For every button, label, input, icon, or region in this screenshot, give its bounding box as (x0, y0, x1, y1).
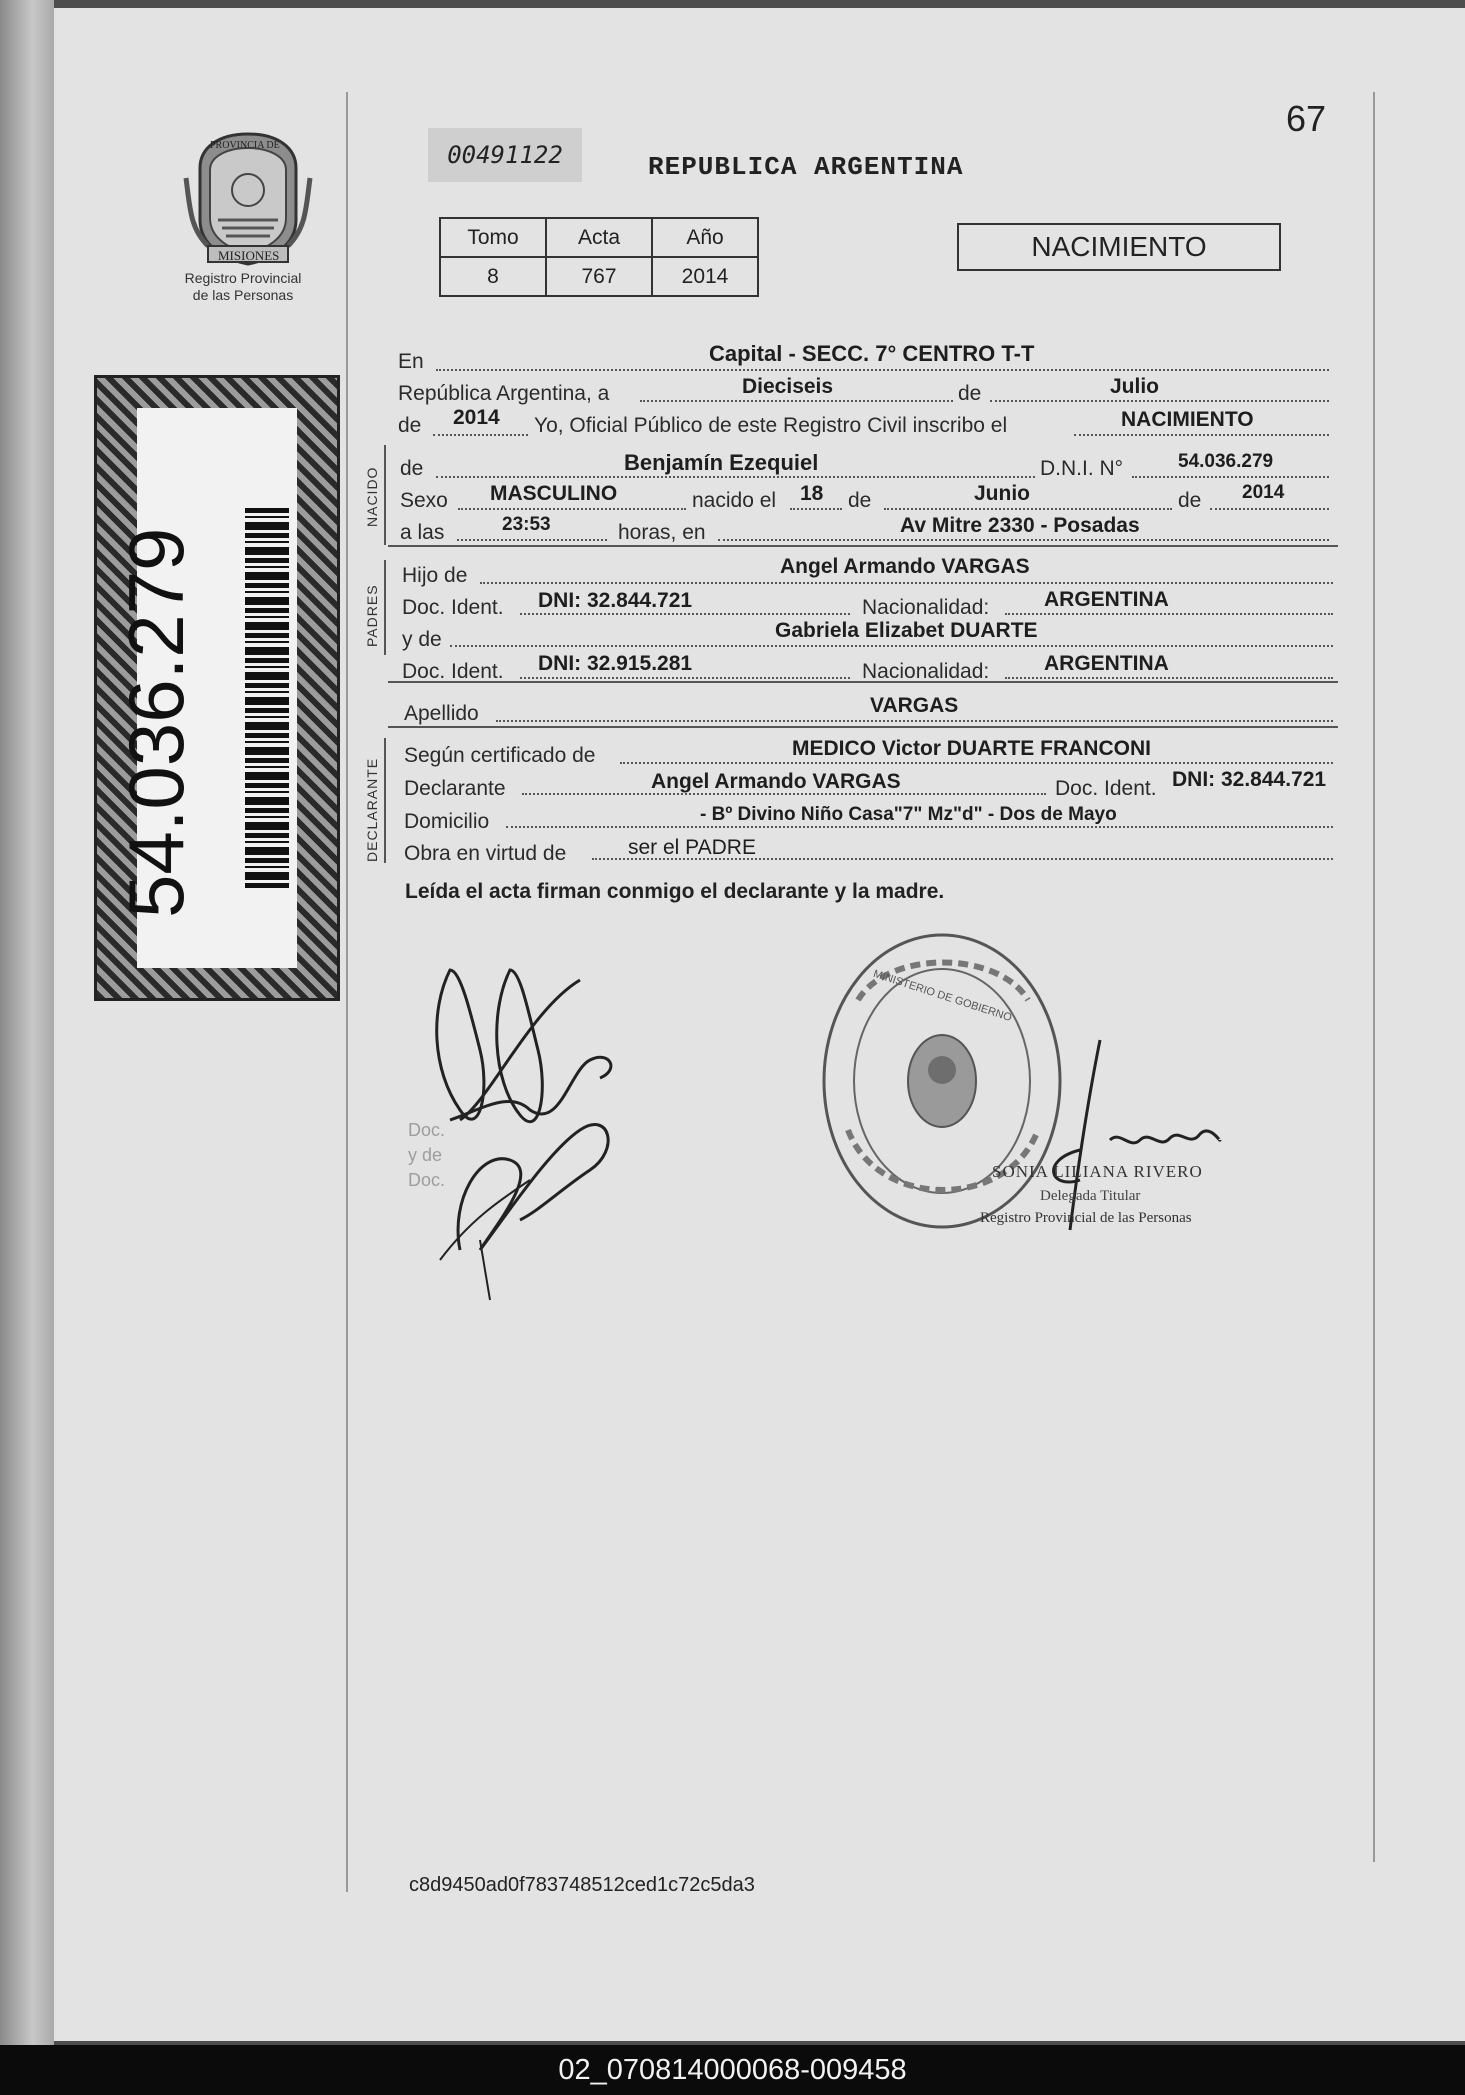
y-de-label: y de (402, 628, 442, 651)
paper-edge (0, 0, 54, 2045)
padres-section-label: PADRES (364, 584, 380, 647)
doc-ident-label: Doc. Ident. (402, 660, 504, 683)
mother-nationality: ARGENTINA (1044, 652, 1169, 675)
officer-role: Delegada Titular (1040, 1188, 1141, 1204)
table-cell-tomo: 8 (440, 257, 546, 296)
de-label: de (398, 414, 422, 437)
declarant-address: - Bº Divino Niño Casa"7" Mz"d" - Dos de Mayo (700, 804, 1117, 825)
birth-place: Av Mitre 2330 - Posadas (900, 514, 1140, 537)
declarant-doc: DNI: 32.844.721 (1172, 768, 1327, 791)
en-label: En (398, 350, 424, 373)
child-name: Benjamín Ezequiel (624, 450, 819, 475)
serial-number: 00491122 (428, 128, 582, 182)
seal-inner-text: MINISTERIO DE GOBIERNO (871, 967, 1014, 1025)
birth-month: Junio (974, 482, 1030, 505)
barcode-label (94, 375, 340, 1001)
bleed-through-text: Doc. y de Doc. (408, 1120, 446, 1190)
sex-value: MASCULINO (490, 482, 618, 505)
declarante-bracket (384, 738, 386, 863)
crest-top-text: PROVINCIA DE (210, 140, 280, 151)
right-rule (1373, 92, 1375, 1862)
nacido-bracket (384, 445, 386, 545)
certificado-label: Según certificado de (404, 744, 596, 767)
doc-ident-label: Doc. Ident. (402, 596, 504, 619)
mother-doc: DNI: 32.915.281 (538, 652, 693, 675)
nacido-section-label: NACIDO (364, 466, 380, 527)
declarante-section-label: DECLARANTE (364, 757, 380, 862)
declarant-name: Angel Armando VARGAS (651, 770, 901, 793)
country-title: REPUBLICA ARGENTINA (648, 152, 964, 182)
birth-time: 23:53 (502, 514, 551, 535)
doc-ident-label: Doc. Ident. (1055, 777, 1157, 800)
page-number: 67 (1286, 98, 1327, 139)
certificate-issuer: MEDICO Victor DUARTE FRANCONI (792, 737, 1151, 760)
officer-organization: Registro Provincial de las Personas (980, 1210, 1192, 1226)
record-type-box: NACIMIENTO (957, 223, 1281, 271)
father-nationality: ARGENTINA (1044, 588, 1169, 611)
a-las-label: a las (400, 521, 445, 544)
left-rule (346, 92, 348, 1892)
document-page (54, 8, 1465, 2041)
table-header-tomo: Tomo (440, 218, 546, 257)
barcode-bars (245, 508, 289, 888)
inscribed-event: NACIMIENTO (1121, 408, 1254, 431)
table-cell-acta: 767 (546, 257, 652, 296)
dni-label: D.N.I. N° (1040, 457, 1124, 480)
hijo-de-label: Hijo de (402, 564, 468, 587)
birth-year: 2014 (1242, 482, 1285, 503)
declaration-reason: ser el PADRE (628, 836, 756, 859)
registry-office: Capital - SECC. 7° CENTRO T-T (709, 341, 1035, 366)
padres-bracket (384, 560, 386, 655)
month-value: Julio (1110, 375, 1160, 398)
nacido-el-label: nacido el (692, 489, 777, 512)
nationality-label: Nacionalidad: (862, 660, 990, 683)
closing-statement: Leída el acta firman conmigo el declarante y la madre. (405, 880, 945, 903)
registry-label: Registro Provincial de las Personas (184, 270, 302, 303)
year-value: 2014 (453, 406, 500, 429)
father-name: Angel Armando VARGAS (780, 555, 1030, 578)
separator-line (388, 726, 1338, 728)
sexo-label: Sexo (400, 489, 448, 512)
officer-signature-icon (1020, 1030, 1230, 1270)
book-table (439, 217, 759, 297)
republic-label: República Argentina, a (398, 382, 610, 405)
de-label: de (1178, 489, 1202, 512)
table-header-acta: Acta (546, 218, 652, 257)
day-value: Dieciseis (742, 375, 834, 398)
domicilio-label: Domicilio (404, 810, 490, 833)
birth-day: 18 (800, 482, 824, 505)
crest-bottom-text: MISIONES (218, 248, 280, 263)
horas-label: horas, en (618, 521, 706, 544)
oficial-text: Yo, Oficial Público de este Registro Civil inscribo el (534, 414, 1008, 437)
declarante-label: Declarante (404, 777, 506, 800)
nationality-label: Nacionalidad: (862, 596, 990, 619)
de-label: de (848, 489, 872, 512)
father-doc: DNI: 32.844.721 (538, 589, 693, 612)
child-dni: 54.036.279 (1178, 451, 1274, 472)
officer-name: SONIA LILIANA RIVERO (992, 1162, 1203, 1181)
surname-value: VARGAS (870, 694, 959, 717)
barcode-number: 54.036.279 (112, 527, 200, 918)
mother-name: Gabriela Elizabet DUARTE (775, 619, 1038, 642)
de-label: de (958, 382, 982, 405)
declarant-signature-icon (420, 950, 660, 1310)
table-header-anio: Año (652, 218, 758, 257)
separator-line (388, 545, 1338, 547)
obra-label: Obra en virtud de (404, 842, 567, 865)
footer-filename: 02_070814000068-009458 (0, 2045, 1465, 2095)
table-cell-anio: 2014 (652, 257, 758, 296)
document-hash: c8d9450ad0f783748512ced1c72c5da3 (409, 1874, 755, 1896)
apellido-label: Apellido (404, 702, 479, 725)
name-de-label: de (400, 457, 424, 480)
